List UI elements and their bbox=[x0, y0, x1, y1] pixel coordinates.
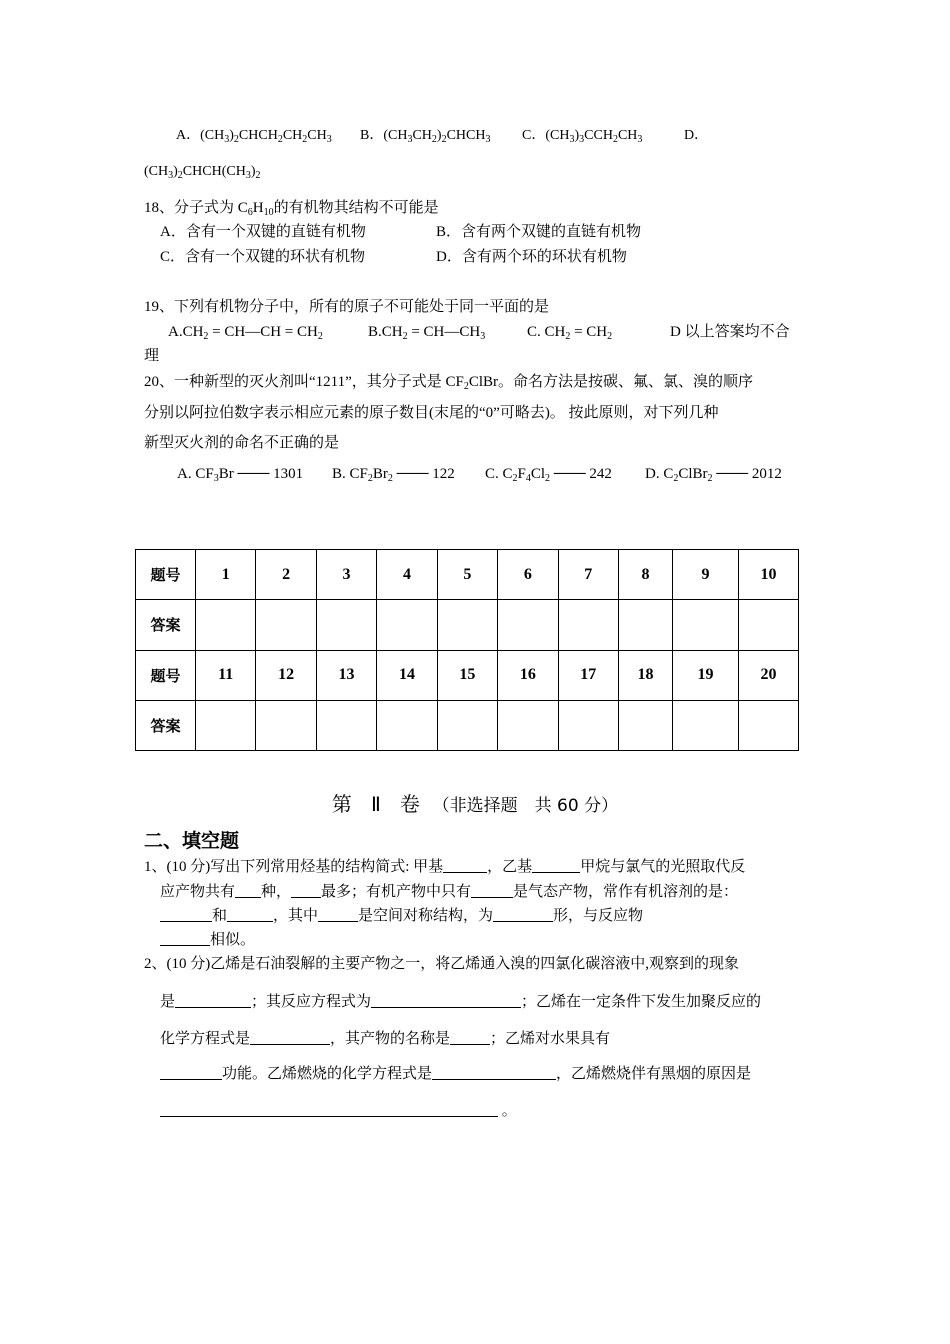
answer-cell[interactable] bbox=[619, 700, 673, 750]
table-row bbox=[136, 700, 799, 750]
blank-field[interactable] bbox=[443, 857, 487, 873]
q17-option-c: C．$(CH_3)_3CCH_2CH_3$ bbox=[522, 128, 643, 145]
q19-option-c: C. $CH_2 = CH_2$ bbox=[527, 324, 613, 342]
question-number-cell: 4 bbox=[377, 550, 437, 600]
answer-cell[interactable] bbox=[498, 600, 558, 650]
blank-field[interactable] bbox=[160, 906, 212, 922]
answer-cell[interactable] bbox=[196, 700, 256, 750]
table-row bbox=[136, 600, 799, 650]
row-label-question-number: 题号 bbox=[136, 550, 196, 600]
q20-line3: 新型灭火剂的命名不正确的是 bbox=[144, 435, 340, 451]
table-row bbox=[136, 650, 799, 700]
answer-cell[interactable] bbox=[739, 700, 799, 750]
answer-cell[interactable] bbox=[437, 700, 497, 750]
fill1-line2: 应产物共有 种， 最多；有机产物中只有 是气态产物，常作有机溶剂的是： bbox=[160, 884, 739, 900]
question-number-cell: 19 bbox=[673, 650, 739, 700]
q18-stem: 18、分子式为 $C_6H_{10}$的有机物其结构不可能是 bbox=[144, 200, 439, 218]
row-label-answer: 答案 bbox=[136, 700, 196, 750]
q20-option-d: D. $C_2ClBr_2$ ─── 2012 bbox=[645, 466, 782, 484]
blank-field[interactable] bbox=[250, 1029, 330, 1045]
question-number-cell: 9 bbox=[673, 550, 739, 600]
fill2-line2: 是 ；其反应方程式为 ；乙烯在一定条件下发生加聚反应的 bbox=[160, 994, 762, 1010]
q17-option-d: $(CH_3)_2CHCH(CH_3)_2$ bbox=[144, 164, 261, 181]
q20-line1: 20、一种新型的灭火剂叫“1211”，其分子式是 $CF_2ClBr$。命名方法是按碳、氟、氯、溴的顺序 bbox=[144, 374, 754, 392]
question-number-cell: 7 bbox=[558, 550, 618, 600]
question-number-cell: 16 bbox=[498, 650, 558, 700]
section-heading-fill-in: 二、填空题 bbox=[144, 830, 240, 852]
answer-cell[interactable] bbox=[673, 700, 739, 750]
answer-cell[interactable] bbox=[619, 600, 673, 650]
blank-field[interactable] bbox=[532, 857, 580, 873]
blank-field[interactable] bbox=[175, 992, 251, 1008]
question-number-cell: 13 bbox=[316, 650, 376, 700]
q20-option-a: A. $CF_3Br$ ─── 1301 bbox=[177, 466, 304, 484]
answer-cell[interactable] bbox=[739, 600, 799, 650]
blank-field[interactable] bbox=[371, 992, 521, 1008]
blank-field[interactable] bbox=[291, 882, 321, 898]
question-number-cell: 12 bbox=[256, 650, 316, 700]
q17-options bbox=[176, 128, 332, 145]
blank-field[interactable] bbox=[432, 1064, 556, 1080]
q18-option-b: B．含有两个双键的直链有机物 bbox=[436, 224, 642, 240]
q19-stem: 19、下列有机物分子中，所有的原子不可能处于同一平面的是 bbox=[144, 299, 550, 315]
answer-cell[interactable] bbox=[256, 600, 316, 650]
fill2-line3: 化学方程式是 ，其产物的名称是 ；乙烯对水果具有 bbox=[160, 1031, 611, 1047]
question-number-cell: 17 bbox=[558, 650, 618, 700]
blank-field[interactable] bbox=[160, 1101, 498, 1117]
q20-option-b: B. $CF_2Br_2$ ─── 122 bbox=[332, 466, 455, 484]
row-label-answer: 答案 bbox=[136, 600, 196, 650]
question-number-cell: 20 bbox=[739, 650, 799, 700]
fill1-line4: 相似。 bbox=[160, 930, 255, 949]
table-row bbox=[136, 550, 799, 600]
blank-field[interactable] bbox=[471, 882, 513, 898]
blank-field[interactable] bbox=[160, 1064, 222, 1080]
answer-cell[interactable] bbox=[558, 700, 618, 750]
fill2-line5: 。 bbox=[160, 1101, 517, 1120]
answer-table bbox=[135, 549, 799, 751]
question-number-cell: 5 bbox=[437, 550, 497, 600]
answer-cell[interactable] bbox=[316, 600, 376, 650]
answer-cell[interactable] bbox=[437, 600, 497, 650]
q17-option-b: B．$(CH_3CH_2)_2CHCH_3$ bbox=[360, 128, 491, 145]
question-number-cell: 1 bbox=[196, 550, 256, 600]
answer-cell[interactable] bbox=[196, 600, 256, 650]
q19-option-d-cont: 理 bbox=[144, 348, 160, 364]
q18-option-d: D．含有两个环的环状有机物 bbox=[436, 249, 627, 265]
question-number-cell: 8 bbox=[619, 550, 673, 600]
answer-cell[interactable] bbox=[316, 700, 376, 750]
q20-option-c: C. $C_2F_4Cl_2$ ─── 242 bbox=[485, 466, 612, 484]
q17-option-d-label: D． bbox=[684, 128, 709, 143]
answer-cell[interactable] bbox=[256, 700, 316, 750]
fill1-line3: 和 ，其中 是空间对称结构，为 形，与反应物 bbox=[160, 906, 643, 925]
blank-field[interactable] bbox=[493, 906, 553, 922]
answer-cell[interactable] bbox=[498, 700, 558, 750]
part2-title: 第 Ⅱ 卷 （非选择题 共 60 分） bbox=[331, 792, 619, 816]
q20-line2: 分别以阿拉伯数字表示相应元素的原子数目(末尾的“0”可略去)。 按此原则，对下列几种 bbox=[144, 405, 719, 421]
q19-option-d: D 以上答案均不合 bbox=[670, 324, 790, 340]
blank-field[interactable] bbox=[227, 906, 273, 922]
q18-option-c: C．含有一个双键的环状有机物 bbox=[160, 249, 366, 265]
q17-option-a: A．$(CH_3)_2CHCH_2CH_2CH_3$ bbox=[176, 128, 332, 145]
blank-field[interactable] bbox=[318, 906, 358, 922]
answer-cell[interactable] bbox=[673, 600, 739, 650]
answer-cell[interactable] bbox=[558, 600, 618, 650]
question-number-cell: 3 bbox=[316, 550, 376, 600]
q19-option-a: $A.CH_2$ = CH—CH = $CH_2$ bbox=[168, 324, 323, 342]
question-number-cell: 11 bbox=[196, 650, 256, 700]
fill2-line1: 2、(10 分)乙烯是石油裂解的主要产物之一，将乙烯通入溴的四氯化碳溶液中,观察到的现象 bbox=[144, 956, 739, 972]
question-number-cell: 2 bbox=[256, 550, 316, 600]
answer-cell[interactable] bbox=[377, 700, 437, 750]
row-label-question-number: 题号 bbox=[136, 650, 196, 700]
blank-field[interactable] bbox=[235, 882, 261, 898]
question-number-cell: 10 bbox=[739, 550, 799, 600]
question-number-cell: 6 bbox=[498, 550, 558, 600]
fill1-line1: 1、(10 分)写出下列常用烃基的结构简式: 甲基 ，乙基 甲烷与氯气的光照取代反 bbox=[144, 859, 746, 875]
question-number-cell: 15 bbox=[437, 650, 497, 700]
q19-option-b: $B.CH_2$ = $CH—CH_3$ bbox=[368, 324, 486, 342]
question-number-cell: 18 bbox=[619, 650, 673, 700]
fill2-line4: 功能。乙烯燃烧的化学方程式是 ，乙烯燃烧伴有黑烟的原因是 bbox=[160, 1064, 751, 1083]
question-number-cell: 14 bbox=[377, 650, 437, 700]
blank-field[interactable] bbox=[160, 930, 210, 946]
blank-field[interactable] bbox=[450, 1029, 490, 1045]
answer-cell[interactable] bbox=[377, 600, 437, 650]
q18-option-a: A．含有一个双键的直链有机物 bbox=[160, 224, 366, 240]
